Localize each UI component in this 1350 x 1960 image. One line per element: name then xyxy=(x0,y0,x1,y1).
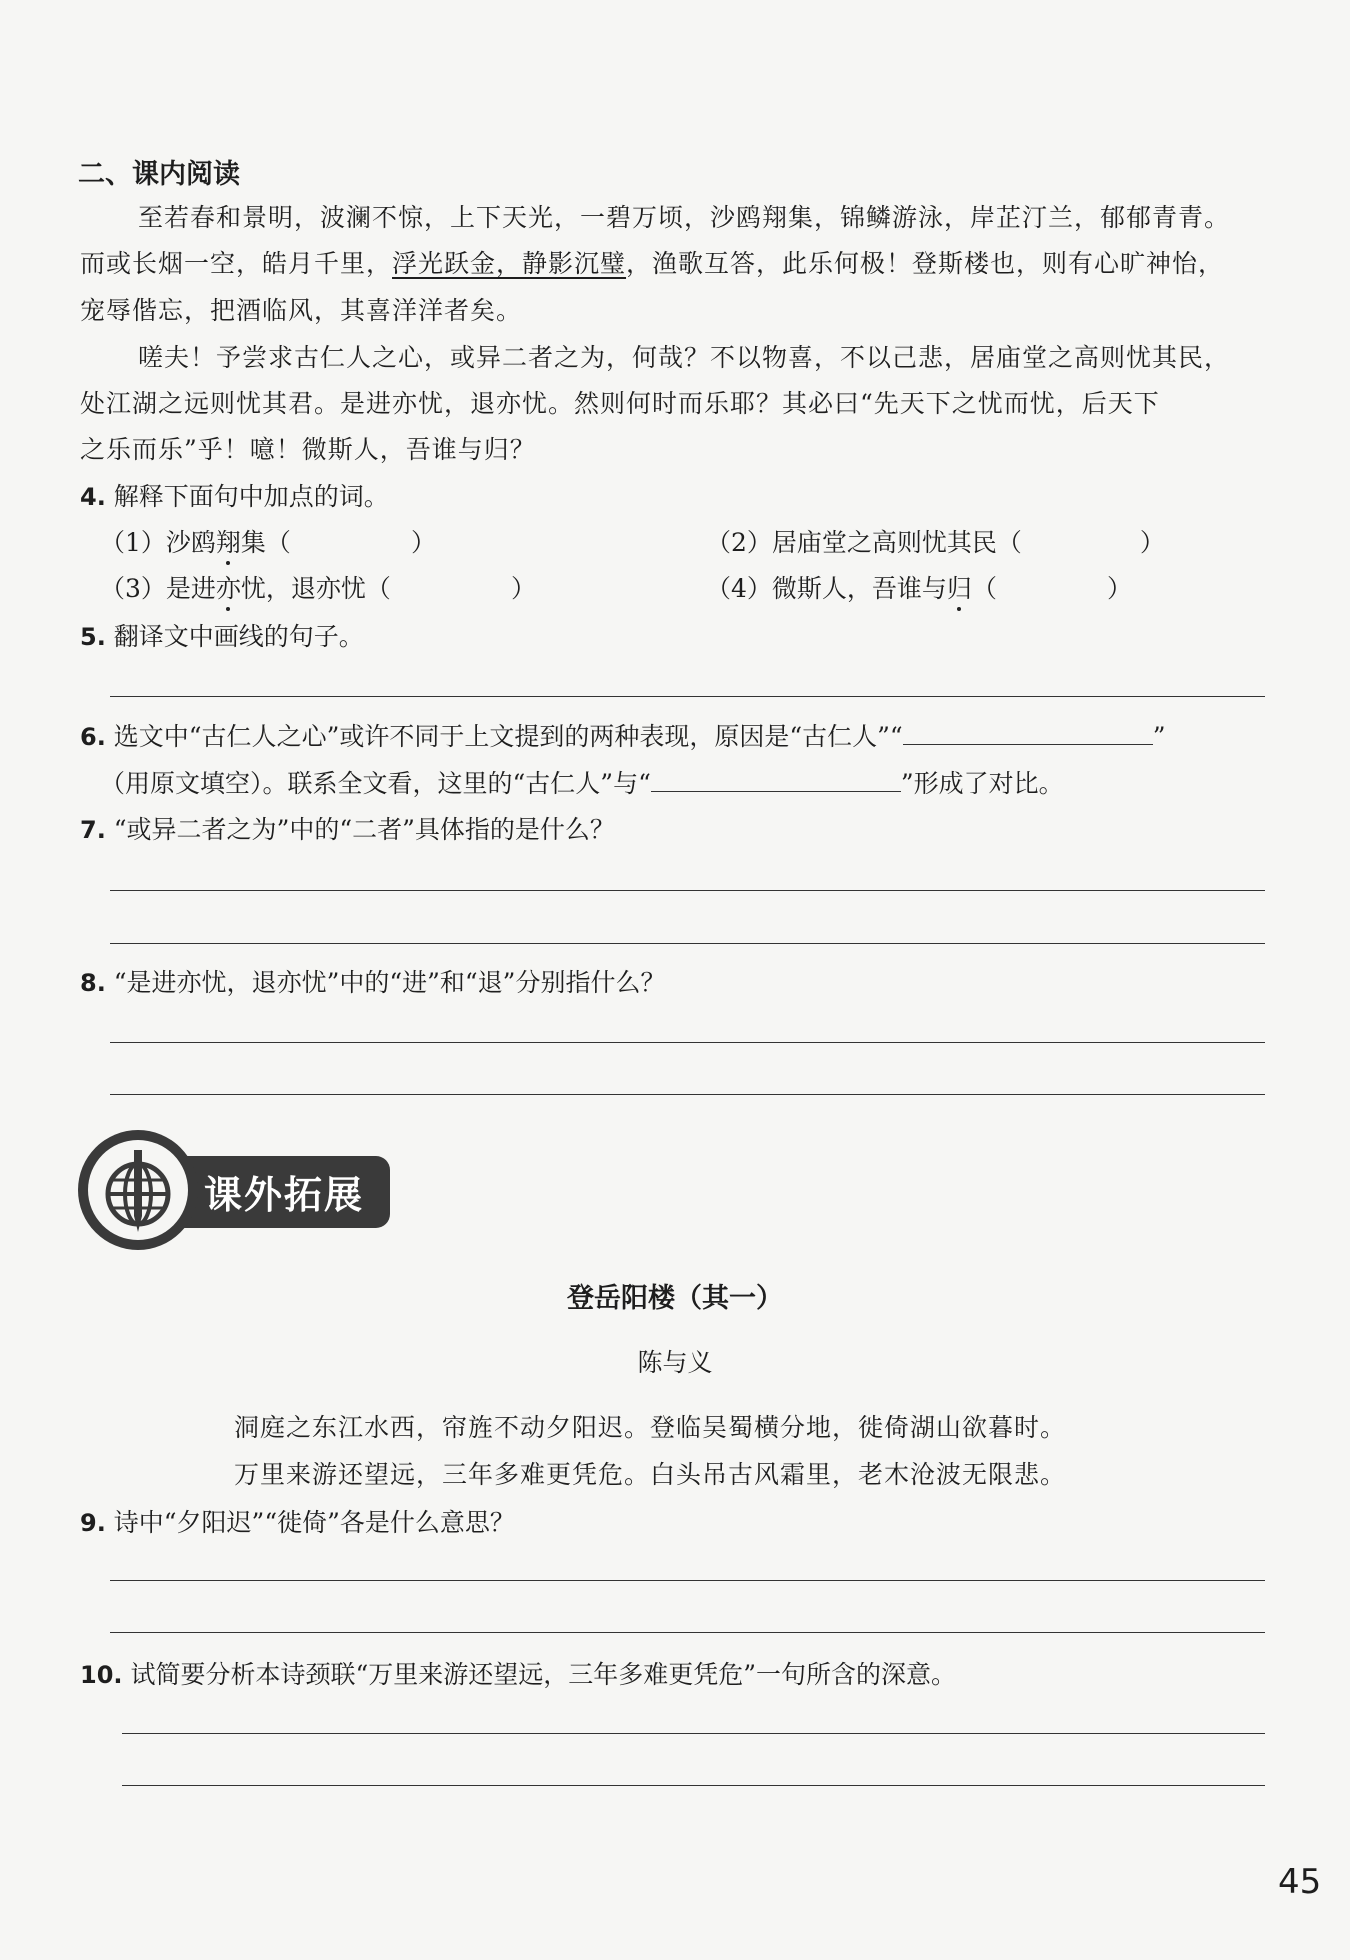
dotted-word: 翔 xyxy=(215,528,241,557)
passage-line xyxy=(80,244,1224,280)
q4-item-text: （4）微斯人，吾谁与 xyxy=(706,574,947,603)
q4-item-text: （2）居庙堂之高则忧其民（ xyxy=(706,528,1022,557)
poem-line: 洞庭之东江水西，帘旌不动夕阳迟。登临吴蜀横分地，徙倚湖山欲暮时。 xyxy=(234,1413,1067,1442)
question-number: 4. xyxy=(80,483,106,511)
question-6-cont xyxy=(100,764,1064,800)
answer-line[interactable] xyxy=(110,943,1265,944)
question-text: 选文中“古仁人之心”或许不同于上文提到的两种表现，原因是“古仁人”“ xyxy=(113,722,903,751)
poem-title: 登岳阳楼（其一） xyxy=(567,1283,783,1314)
section-title: 二、课内阅读 xyxy=(78,159,240,190)
q4-item-text: ） xyxy=(1106,574,1132,603)
answer-line[interactable] xyxy=(110,1580,1265,1581)
badge-label: 课外拓展 xyxy=(204,1173,365,1217)
question-text: 解释下面句中加点的词。 xyxy=(113,482,389,511)
question-number: 6. xyxy=(80,723,106,751)
question-text: ” xyxy=(1152,722,1166,751)
question-text: ”形成了对比。 xyxy=(900,769,1064,798)
q4-item-text: ） xyxy=(410,528,436,557)
question-text: 试简要分析本诗颈联“万里来游还望远，三年多难更凭危”一句所含的深意。 xyxy=(130,1660,957,1689)
poem-line: 万里来游还望远，三年多难更凭危。白头吊古风霜里，老木沧波无限悲。 xyxy=(234,1460,1067,1489)
question-5 xyxy=(80,617,364,653)
question-8 xyxy=(80,963,665,999)
question-number: 9. xyxy=(80,1509,106,1537)
question-text: 诗中“夕阳迟”“徙倚”各是什么意思？ xyxy=(113,1508,515,1537)
passage-line: 之乐而乐”乎！噫！微斯人，吾谁与归？ xyxy=(80,435,536,464)
answer-line[interactable] xyxy=(110,890,1265,891)
q4-item-text: ） xyxy=(1139,528,1165,557)
q4-item-text: （1）沙鸥 xyxy=(100,528,216,557)
dotted-word: 亦 xyxy=(215,574,241,603)
passage-line: 宠辱偕忘，把酒临风，其喜洋洋者矣。 xyxy=(80,296,523,325)
question-text: 翻译文中画线的句子。 xyxy=(113,622,364,651)
fill-blank[interactable] xyxy=(651,765,901,792)
q4-item-3 xyxy=(100,569,536,605)
q4-item-1 xyxy=(100,523,436,559)
question-number: 5. xyxy=(80,623,106,651)
answer-line[interactable] xyxy=(110,1632,1265,1633)
question-number: 7. xyxy=(80,816,106,844)
fill-blank[interactable] xyxy=(903,718,1153,745)
q4-item-text: 忧，退亦忧（ xyxy=(240,574,391,603)
section-badge xyxy=(78,1128,392,1256)
question-6 xyxy=(80,717,1165,753)
q4-item-text: 集（ xyxy=(240,528,291,557)
question-text: “或异二者之为”中的“二者”具体指的是什么？ xyxy=(113,815,615,844)
q4-item-text: （ xyxy=(971,574,997,603)
passage-line: 处江湖之远则忧其君。是进亦忧，退亦忧。然则何时而乐耶？其必曰“先天下之忧而忧，后天下 xyxy=(80,389,1160,418)
passage-text: ，渔歌互答，此乐何极！登斯楼也，则有心旷神怡， xyxy=(626,249,1225,278)
q4-item-text: （3）是进 xyxy=(100,574,216,603)
q4-item-4 xyxy=(706,569,1132,605)
answer-line[interactable] xyxy=(110,1094,1265,1095)
question-number: 8. xyxy=(80,969,106,997)
answer-line[interactable] xyxy=(110,696,1265,697)
dotted-word: 归 xyxy=(946,574,972,603)
question-7 xyxy=(80,810,615,846)
q4-item-2 xyxy=(706,523,1165,559)
poem-author: 陈与义 xyxy=(637,1348,713,1377)
question-number: 10. xyxy=(80,1661,123,1689)
page-number: 45 xyxy=(1278,1862,1322,1902)
passage-line: 嗟夫！予尝求古仁人之心，或异二者之为，何哉？不以物喜，不以己悲，居庙堂之高则忧其民， xyxy=(138,343,1231,372)
passage-text: 而或长烟一空，皓月千里， xyxy=(80,249,393,278)
answer-line[interactable] xyxy=(122,1785,1265,1786)
question-text: （用原文填空）。联系全文看，这里的“古仁人”与“ xyxy=(100,769,651,798)
question-4 xyxy=(80,477,389,513)
passage-line: 至若春和景明，波澜不惊，上下天光，一碧万顷，沙鸥翔集，锦鳞游泳，岸芷汀兰，郁郁青青。 xyxy=(138,203,1231,232)
question-10 xyxy=(80,1655,956,1691)
answer-line[interactable] xyxy=(110,1042,1265,1043)
answer-line[interactable] xyxy=(122,1733,1265,1734)
question-text: “是进亦忧，退亦忧”中的“进”和“退”分别指什么？ xyxy=(113,968,666,997)
underlined-sentence: 浮光跃金，静影沉璧 xyxy=(392,249,627,278)
q4-item-text: ） xyxy=(510,574,536,603)
globe-pen-icon xyxy=(98,1150,178,1234)
question-9 xyxy=(80,1503,515,1539)
